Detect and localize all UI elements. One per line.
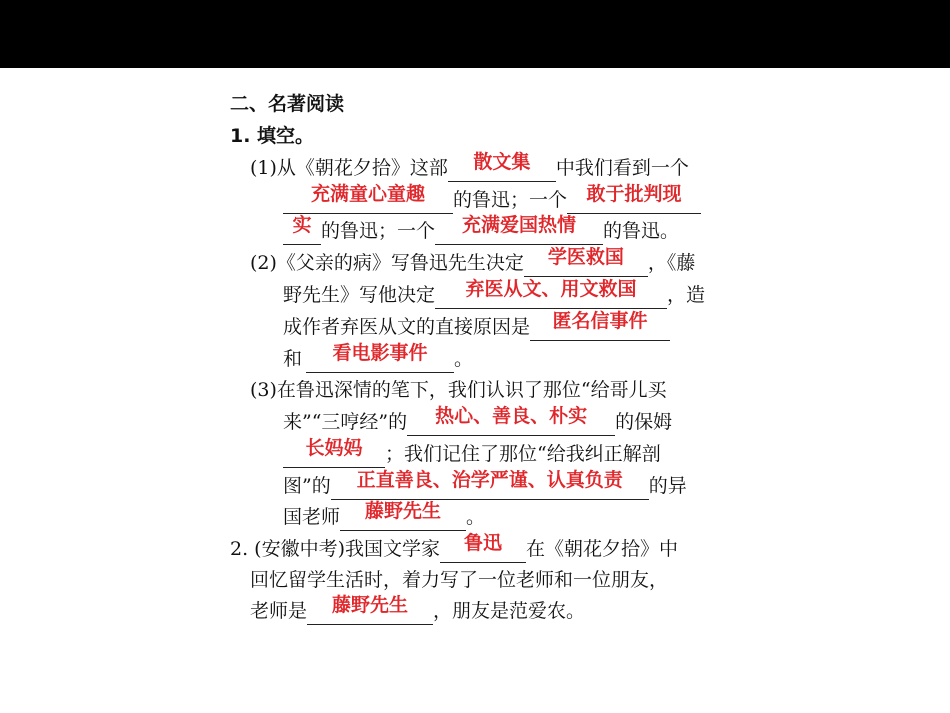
q1-p1-line2 [283,183,701,214]
q1-p3-text-e: 图”的 [283,475,331,497]
q1-p1-answer-3a: 敢于批判现 [586,183,682,205]
q2-line3 [250,594,586,625]
q1-p2-line4 [283,342,474,373]
q1-p2-text-g: 。 [454,348,474,370]
q1-p2-text-c: 野先生》写他决定 [283,284,436,306]
q1-p3-blank-3 [331,469,649,500]
q1-p1-text-d: 的鲁迅；一个 [321,220,436,242]
q1-p2-text-f: 和 [283,348,303,370]
q2-line2 [250,566,668,594]
q2-text-d: 老师是 [250,600,308,622]
q2-text-b: 在《朝花夕拾》中 [526,538,679,560]
top-black-bar [0,0,950,68]
q1-p3-line1 [250,376,667,404]
q1-p2-answer-1: 学医救国 [547,246,624,268]
q1-p1-text-b: 中我们看到一个 [555,157,689,179]
q1-p2-answer-3: 匿名信事件 [552,310,648,332]
q1-p1-blank-3b [283,214,321,245]
q1-p3-line5 [283,500,486,531]
q1-p3-blank-4 [340,500,466,531]
q1-p3-line3 [283,437,661,468]
q1-p2-text-a: (2)《父亲的病》写鲁迅先生决定 [250,252,524,274]
q2-blank-2 [307,594,433,625]
q1-p2-line1 [250,246,696,277]
q1-p2-blank-4 [306,342,454,373]
q1-p1-answer-2: 充满童心童趣 [310,183,425,205]
q1-p1-text-a: (1)从《朝花夕拾》这部 [250,157,448,179]
q1-p2-line3 [283,310,670,341]
q2-text-e: ，朋友是范爱农。 [433,600,586,622]
q1-p3-answer-3: 正直善良、治学严谨、认真负责 [356,469,623,491]
q1-p1-blank-1 [448,151,556,182]
q1-p1-blank-4 [435,214,603,245]
q2-text-c: 回忆留学生活时，着力写了一位老师和一位朋友， [250,569,669,591]
q1-p1-answer-4: 充满爱国热情 [462,214,577,236]
q1-p3-answer-4: 藤野先生 [365,500,442,522]
q1-p2-text-d: ，造 [667,284,706,306]
q1-p3-blank-1 [407,405,615,436]
q1-p3-answer-1: 热心、善良、朴实 [435,405,588,427]
q2-text-a: 2. (安徽中考)我国文学家 [230,538,440,560]
q1-p2-line2 [283,278,706,309]
q2-answer-2: 藤野先生 [332,594,409,616]
q1-p3-text-a: (3)在鲁迅深情的笔下，我们认识了那位“给哥儿买 [250,379,667,401]
q1-p3-text-h: 。 [466,506,486,528]
q1-p3-line2 [283,405,673,436]
q1-p2-text-e: 成作者弃医从文的直接原因是 [283,316,531,338]
q1-p2-answer-2: 弃医从文、用文救国 [465,278,637,300]
q2-line1 [230,532,679,563]
q1-p2-blank-1 [524,246,648,277]
q1-p3-text-f: 的异 [648,475,687,497]
q1-p1-answer-1: 散文集 [473,151,531,173]
q1-p3-text-g: 国老师 [283,506,341,528]
q2-blank-1 [440,532,526,563]
q1-p1-blank-2 [283,183,453,214]
section-title: 二、名著阅读 [230,93,345,115]
q1-p3-text-b: 来”“三哼经”的 [283,411,408,433]
q1-p2-answer-4: 看电影事件 [332,342,428,364]
q1-p2-blank-3 [530,310,670,341]
q1-p3-text-c: 的保姆 [615,411,673,433]
q1-p1-text-c: 的鲁迅；一个 [453,189,568,211]
q1-p1-answer-3b: 实 [292,214,312,236]
q1-p3-line4 [283,469,687,500]
q2-answer-1: 鲁迅 [463,532,502,554]
q1-p3-text-d: ；我们记住了那位“给我纠正解剖 [385,443,661,465]
q1-p1-line1 [250,151,689,182]
q1-p1-blank-3a [567,183,701,214]
q1-p2-text-b: ，《藤 [647,252,696,274]
q1-p3-answer-2: 长妈妈 [305,437,363,459]
q1-p3-blank-2 [283,437,385,468]
question-1-label: 1. 填空。 [230,125,315,147]
q1-p1-line3 [283,214,680,245]
q1-p2-blank-2 [435,278,667,309]
q1-p1-text-e: 的鲁迅。 [603,220,680,242]
